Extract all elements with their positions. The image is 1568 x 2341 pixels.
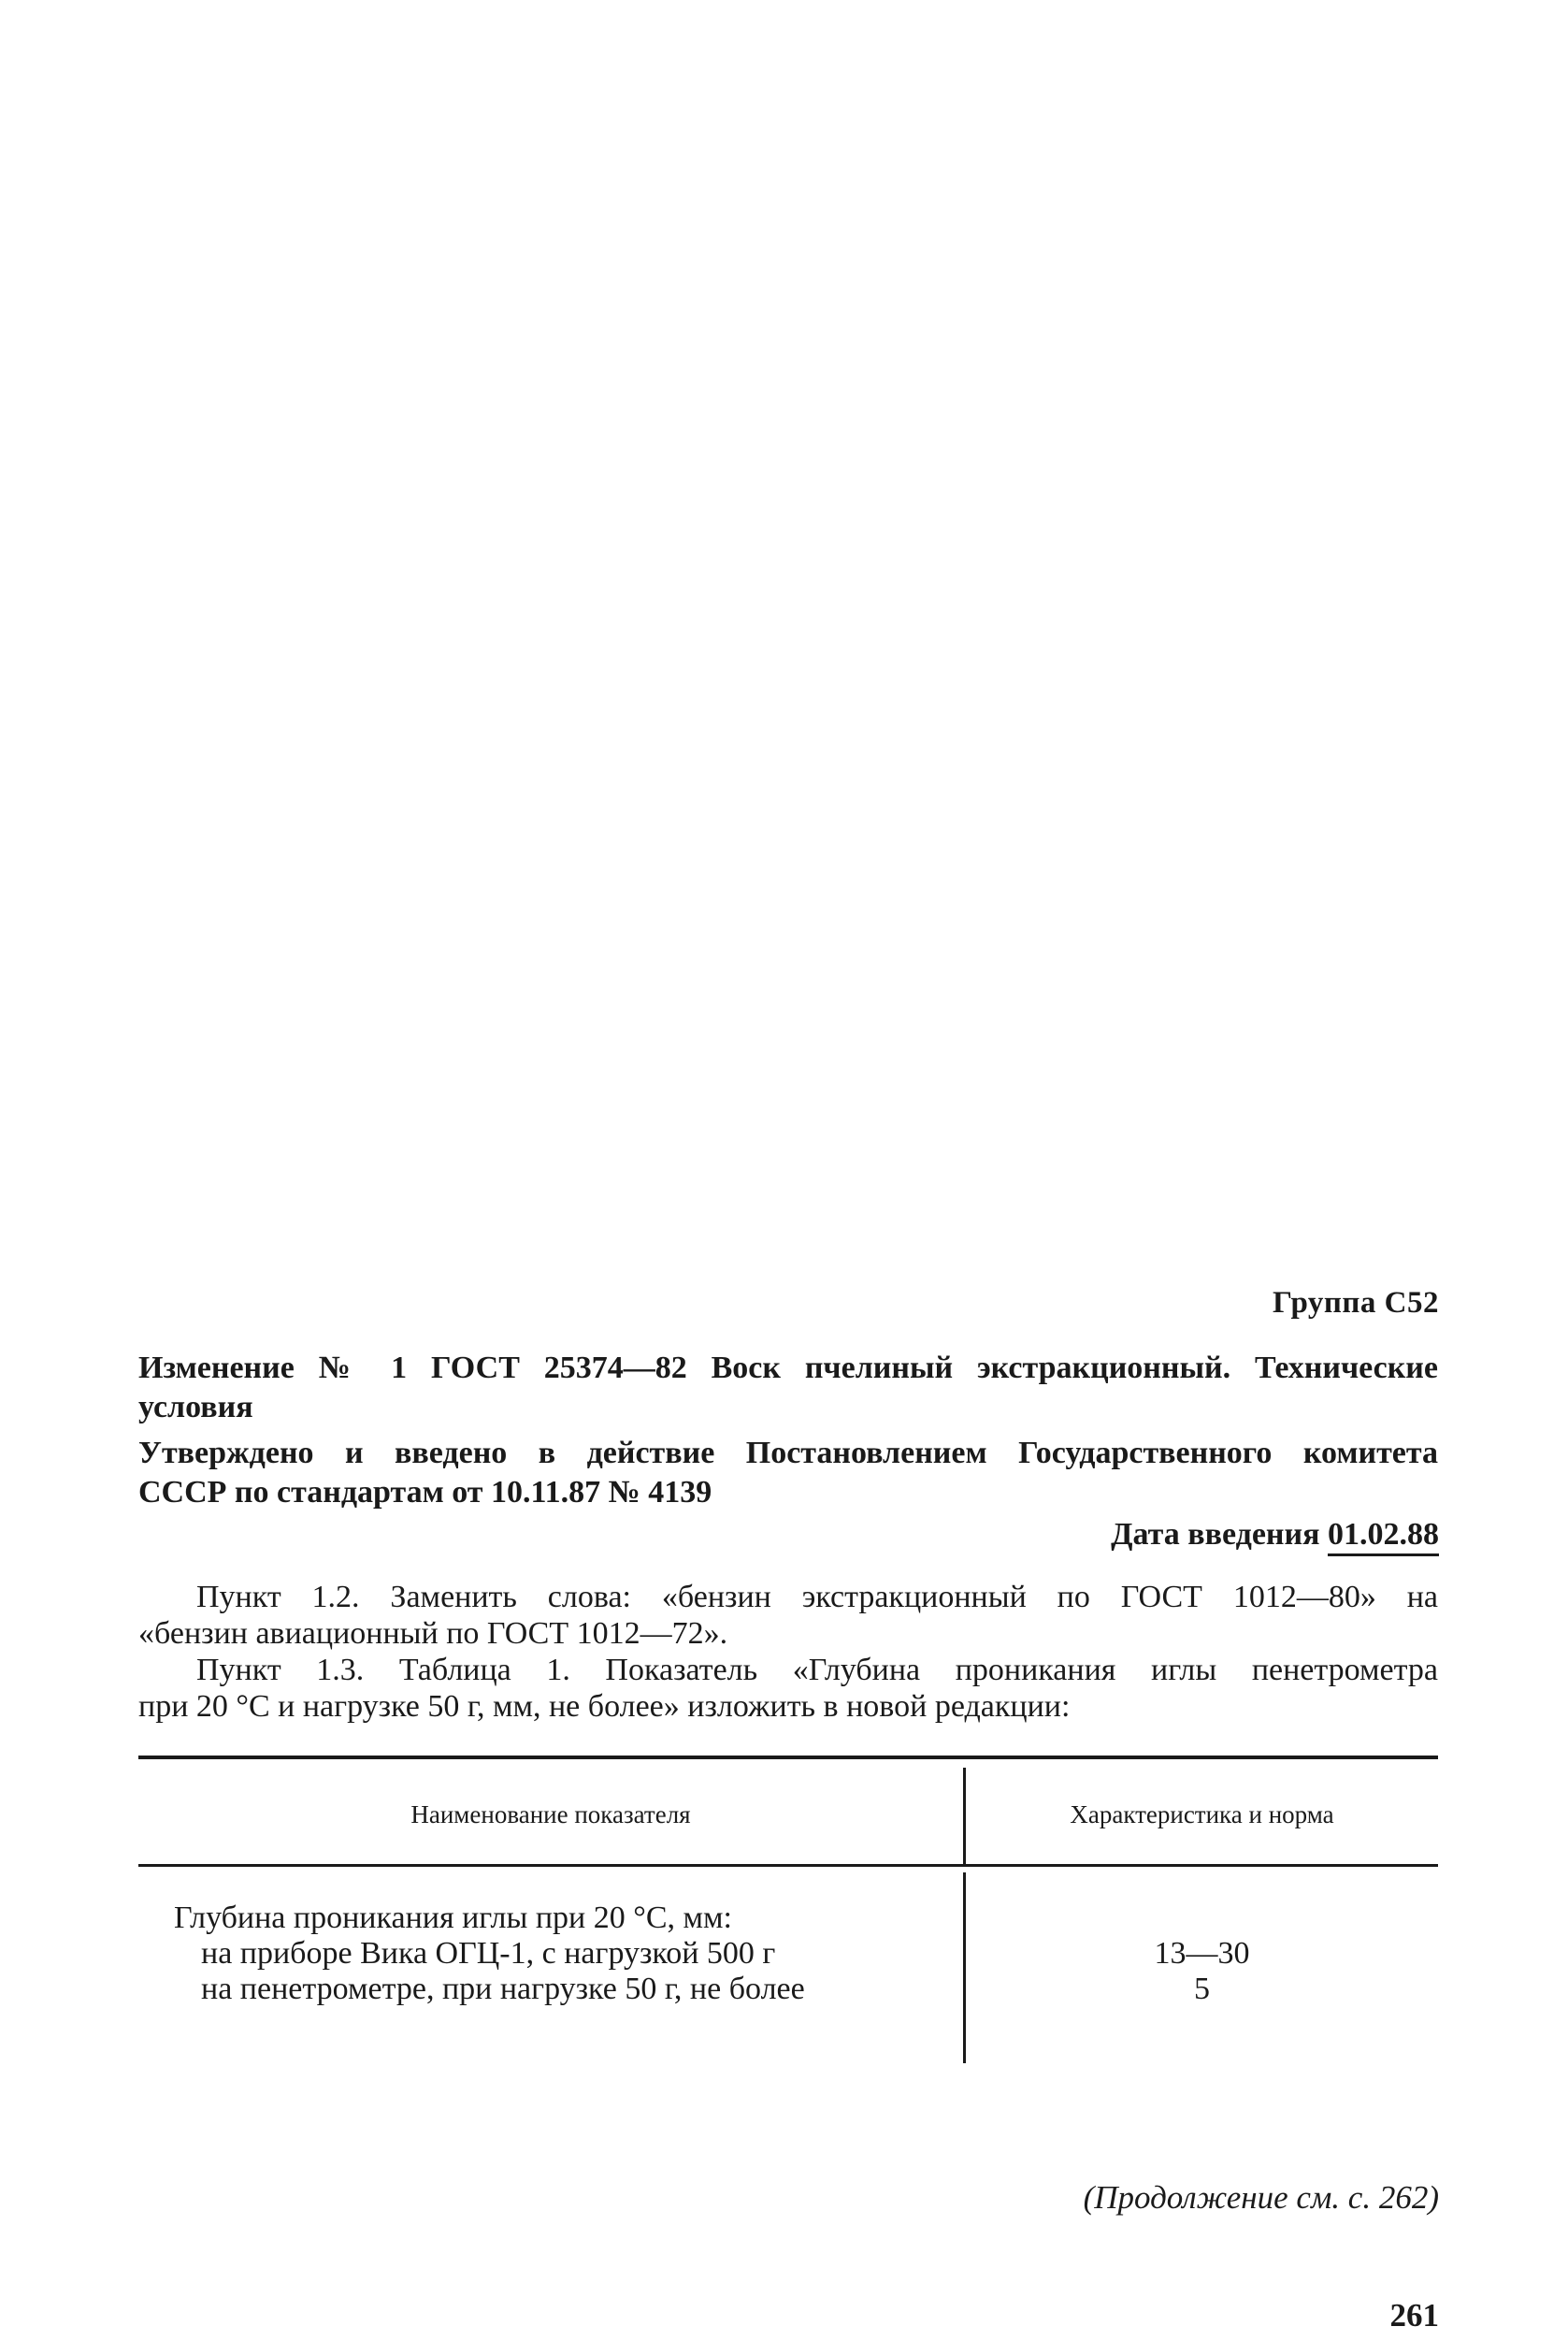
table-value-1: 13—30	[1154, 1936, 1250, 1971]
document-title-line-2: условия	[138, 1390, 253, 1424]
paragraph-2-line-2: при 20 °С и нагрузке 50 г, мм, не более» изложить в новой редакции:	[138, 1689, 1071, 1724]
effective-date-value: 01.02.88	[1328, 1517, 1439, 1556]
page-number: 261	[1389, 2297, 1439, 2334]
group-code: Группа С52	[1273, 1286, 1439, 1320]
effective-date	[1111, 1515, 1439, 1554]
effective-date-label: Дата введения	[1111, 1517, 1320, 1552]
approval-line-2: СССР по стандартам от 10.11.87 № 4139	[138, 1475, 712, 1510]
table-top-rule	[138, 1756, 1438, 1759]
table-header-indicator: Наименование показателя	[410, 1800, 691, 1828]
table-row-label: Глубина проникания иглы при 20 °С, мм:	[174, 1900, 732, 1935]
approval-line-1: Утверждено и введено в действие Постановлением Государственного комитета	[138, 1436, 1438, 1470]
paragraph-2-line-1: Пункт 1.3. Таблица 1. Показатель «Глубина проникания иглы пенетрометра	[196, 1653, 1438, 1687]
document-title-line-1: Изменение № 1 ГОСТ 25374—82 Воск пчелиный экстракционный. Технические	[138, 1351, 1438, 1385]
paragraph-1-line-2: «бензин авиационный по ГОСТ 1012—72».	[138, 1616, 728, 1651]
paragraph-1-line-1: Пункт 1.2. Заменить слова: «бензин экстракционный по ГОСТ 1012—80» на	[196, 1580, 1438, 1614]
table-header-rule	[138, 1864, 1438, 1867]
table-row-sub-1: на приборе Вика ОГЦ-1, с нагрузкой 500 г	[201, 1936, 776, 1971]
table-value-2: 5	[1194, 1972, 1210, 2006]
table-header-norm: Характеристика и норма	[1070, 1800, 1334, 1828]
table-row-sub-2: на пенетрометре, при нагрузке 50 г, не более	[201, 1972, 805, 2006]
continuation-note: (Продолжение см. с. 262)	[1083, 2179, 1439, 2216]
